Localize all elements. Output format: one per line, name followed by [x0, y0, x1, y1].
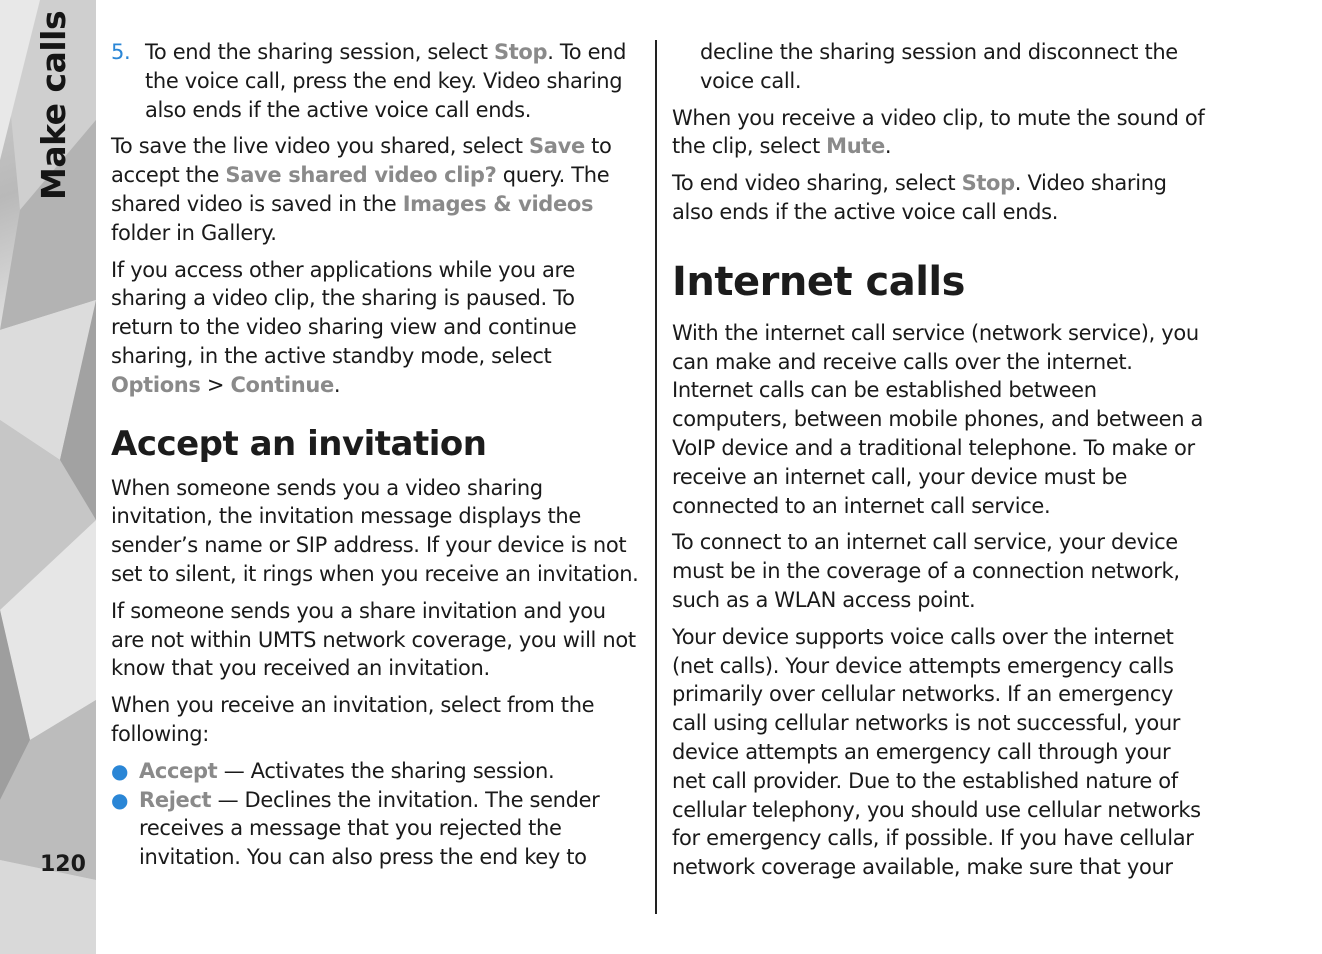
right-column	[672, 38, 1207, 890]
paragraph-access: If you access other applications while you are sharing a video clip, the sharing is paused. To return to the video sharing view and continue sharing, in the active standby mode, select Options > Continue.	[111, 257, 577, 397]
paragraph-save: To save the live video you shared, select Save to accept the Save shared video clip? query. The shared video is saved in the Images & videos folder in Gallery.	[111, 134, 612, 245]
step-text: To end the sharing session, select Stop. To end the voice call, press the end key. Video sharing also ends if the active voice call ends.	[145, 40, 627, 122]
stop-label: Stop	[961, 171, 1015, 196]
options-label: Options	[111, 372, 201, 397]
heading-accept-invitation: Accept an invitation	[111, 423, 487, 464]
page-number: 120	[40, 852, 86, 877]
stop-label: Stop	[493, 40, 548, 64]
left-column	[111, 38, 641, 872]
section-title: Make calls	[34, 10, 73, 200]
paragraph-select: When you receive an invitation, select from the following:	[111, 693, 595, 746]
folder-label: Images & videos	[402, 191, 594, 216]
continue-label: Continue	[230, 372, 334, 397]
mute-label: Mute	[826, 134, 885, 159]
reject-label: Reject	[139, 787, 212, 812]
side-band	[0, 0, 96, 954]
bullet-continuation: decline the sharing session and disconnect the voice call.	[700, 40, 1178, 93]
paragraph-invitation: When someone sends you a video sharing invitation, the invitation message displays the sender’s name or SIP address. If your device is not set to silent, it rings when you receive an invitation.	[111, 475, 639, 586]
paragraph-connect: To connect to an internet call service, your device must be in the coverage of a connection network, such as a WLAN access point.	[672, 530, 1180, 612]
bullet-icon: ●	[111, 758, 129, 783]
paragraph-stop: To end video sharing, select Stop. Video sharing also ends if the active voice call ends.	[672, 171, 1167, 224]
paragraph-umts: If someone sends you a share invitation and you are not within UMTS network coverage, you will not know that you received an invitation.	[111, 598, 636, 681]
list-item: ● Accept — Activates the sharing session.	[111, 757, 641, 786]
list-item: ● Reject — Declines the invitation. The sender receives a message that you rejected the invitation. You can also press the end key to	[111, 786, 641, 872]
step-number: 5.	[111, 40, 131, 64]
heading-internet-calls: Internet calls	[672, 258, 965, 305]
accept-label: Accept	[139, 758, 218, 783]
paragraph-mute: When you receive a video clip, to mute the sound of the clip, select Mute.	[672, 105, 1205, 159]
paragraph-service: With the internet call service (network service), you can make and receive calls over the internet. Internet calls can be established between computers, between mobile phones, and between a VoIP device and a traditional telephone. To make or receive an internet call, your device must be connected to an internet call service.	[672, 320, 1204, 518]
query-label: Save shared video clip?	[225, 163, 497, 188]
paragraph-voice: Your device supports voice calls over the internet (net calls). Your device attempts emergency calls primarily over cellular networks. If an emergency call using cellular networks is not successful, your device attempts an emergency call through your net call provider. Due to the established nature of cellular telephony, you should use cellular networks for emergency calls, if possible. If you have cellular network coverage available, make sure that your	[672, 624, 1201, 880]
invitation-options-list	[111, 757, 641, 872]
column-divider	[655, 40, 657, 914]
save-label: Save	[529, 134, 585, 159]
step-5	[111, 38, 641, 124]
bullet-icon: ●	[111, 787, 129, 812]
